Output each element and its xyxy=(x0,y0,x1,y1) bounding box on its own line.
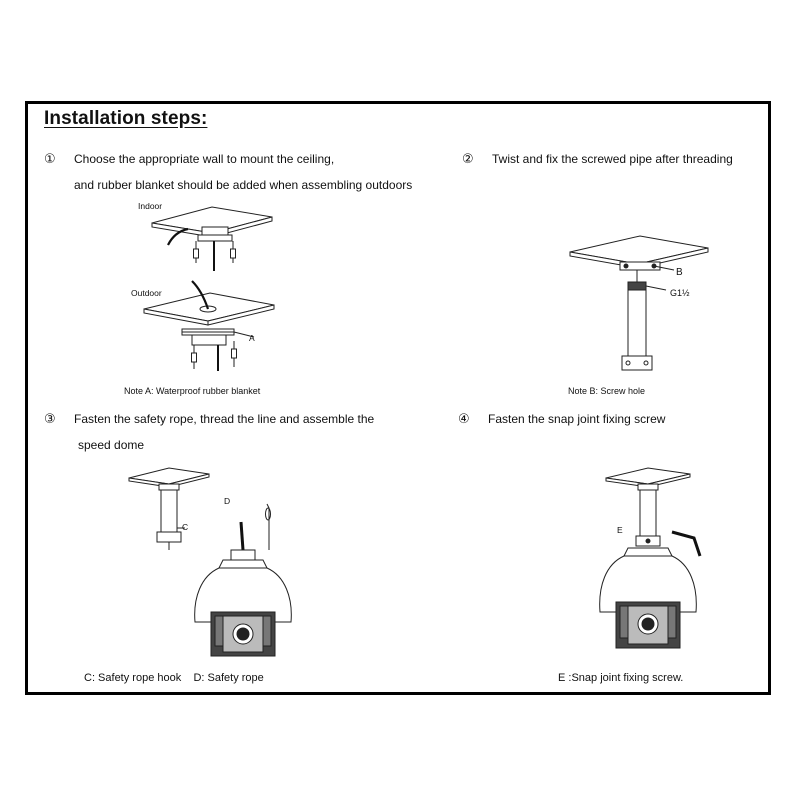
step-1-line-1: Choose the appropriate wall to mount the ceiling, xyxy=(74,152,335,166)
step-2-number: ② xyxy=(462,151,474,166)
callout-d-label: D xyxy=(224,496,231,506)
step-4-number: ④ xyxy=(458,411,470,426)
note-c-d: C: Safety rope hook D: Safety rope xyxy=(84,672,264,684)
callout-c-label: C xyxy=(182,522,189,532)
step-2-line-1: Twist and fix the screwed pipe after threading xyxy=(492,152,733,166)
installation-frame xyxy=(25,101,771,695)
callout-e-label: E xyxy=(617,525,623,535)
note-b: Note B: Screw hole xyxy=(568,386,646,396)
outdoor-mount-diagram xyxy=(138,279,288,379)
callout-a-label: A xyxy=(249,333,255,343)
indoor-mount-diagram xyxy=(138,201,288,281)
step-4-line-1: Fasten the snap joint fixing screw xyxy=(488,412,666,426)
step-3-line-2: speed dome xyxy=(78,438,145,452)
safety-rope-diagram xyxy=(123,464,273,664)
page-title: Installation steps: xyxy=(44,108,208,129)
screwed-pipe-diagram xyxy=(568,232,718,374)
step-1-number: ① xyxy=(44,151,56,166)
note-a: Note A: Waterproof rubber blanket xyxy=(124,386,261,396)
step-3-line-1: Fasten the safety rope, thread the line and assemble the xyxy=(74,412,375,426)
snap-joint-diagram xyxy=(598,466,748,666)
step-3-number: ③ xyxy=(44,411,56,426)
thread-size-label: G1½ xyxy=(670,288,690,298)
note-e: E :Snap joint fixing screw. xyxy=(558,672,684,684)
outdoor-label: Outdoor xyxy=(131,288,162,298)
indoor-label: Indoor xyxy=(138,201,163,211)
callout-b-label: B xyxy=(676,267,683,278)
step-1-line-2: and rubber blanket should be added when assembling outdoors xyxy=(74,178,413,192)
